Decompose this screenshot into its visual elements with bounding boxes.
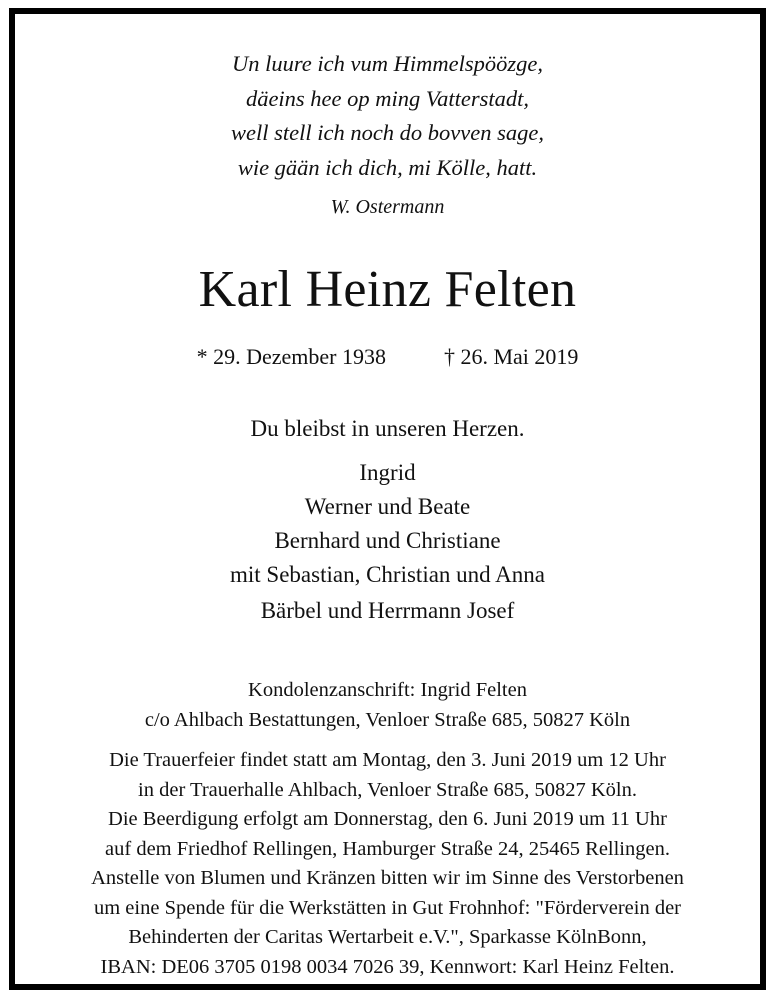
poem-author: W. Ostermann — [330, 196, 445, 218]
mourner-line: Bärbel und Herrmann Josef — [260, 598, 515, 623]
info-line: IBAN: DE06 3705 0198 0034 7026 39, Kennwort: Karl Heinz Felten. — [100, 955, 675, 978]
info-line: auf dem Friedhof Rellingen, Hamburger Straße 24, 25465 Rellingen. — [105, 837, 670, 860]
info-line: Die Beerdigung erfolgt am Donnerstag, den 6. Juni 2019 um 11 Uhr — [108, 808, 667, 830]
deceased-name: Karl Heinz Felten — [198, 261, 577, 318]
obituary-frame — [9, 8, 766, 990]
mourner-line: mit Sebastian, Christian und Anna — [230, 562, 545, 587]
funeral-info — [15, 746, 760, 982]
condolence-line: c/o Ahlbach Bestattungen, Venloer Straße 685, 50827 Köln — [144, 709, 631, 731]
poem-line: well stell ich noch do bovven sage, — [230, 120, 545, 145]
motto: Du bleibst in unseren Herzen. — [250, 416, 525, 441]
info-line: Anstelle von Blumen und Kränzen bitten wir im Sinne des Verstorbenen — [91, 867, 684, 889]
info-line: Die Trauerfeier findet statt am Montag, den 3. Juni 2019 um 12 Uhr — [109, 749, 666, 771]
info-line: in der Trauerhalle Ahlbach, Venloer Straße 685, 50827 Köln. — [138, 778, 637, 801]
info-line: Behinderten der Caritas Wertarbeit e.V.", Sparkasse KölnBonn, — [128, 926, 647, 948]
condolence-address — [15, 675, 760, 735]
poem-line: Un luure ich vum Himmelspöözge, — [232, 51, 543, 76]
poem-line: wie gään ich dich, mi Kölle, hatt. — [237, 154, 538, 180]
mourners-list — [15, 456, 760, 628]
poem — [15, 47, 760, 185]
info-line: um eine Spende für die Werkstätten in Gut Frohnhof: "Förderverein der — [93, 896, 682, 919]
death-date: † 26. Mai 2019 — [443, 344, 579, 369]
mourner-line: Bernhard und Christiane — [274, 528, 501, 553]
life-dates — [15, 344, 760, 370]
mourner-line: Werner und Beate — [304, 494, 471, 519]
mourner-line: Ingrid — [359, 460, 416, 485]
birth-date: * 29. Dezember 1938 — [196, 344, 386, 369]
condolence-line: Kondolenzanschrift: Ingrid Felten — [248, 679, 527, 701]
poem-line: däeins hee op ming Vatterstadt, — [245, 85, 530, 111]
